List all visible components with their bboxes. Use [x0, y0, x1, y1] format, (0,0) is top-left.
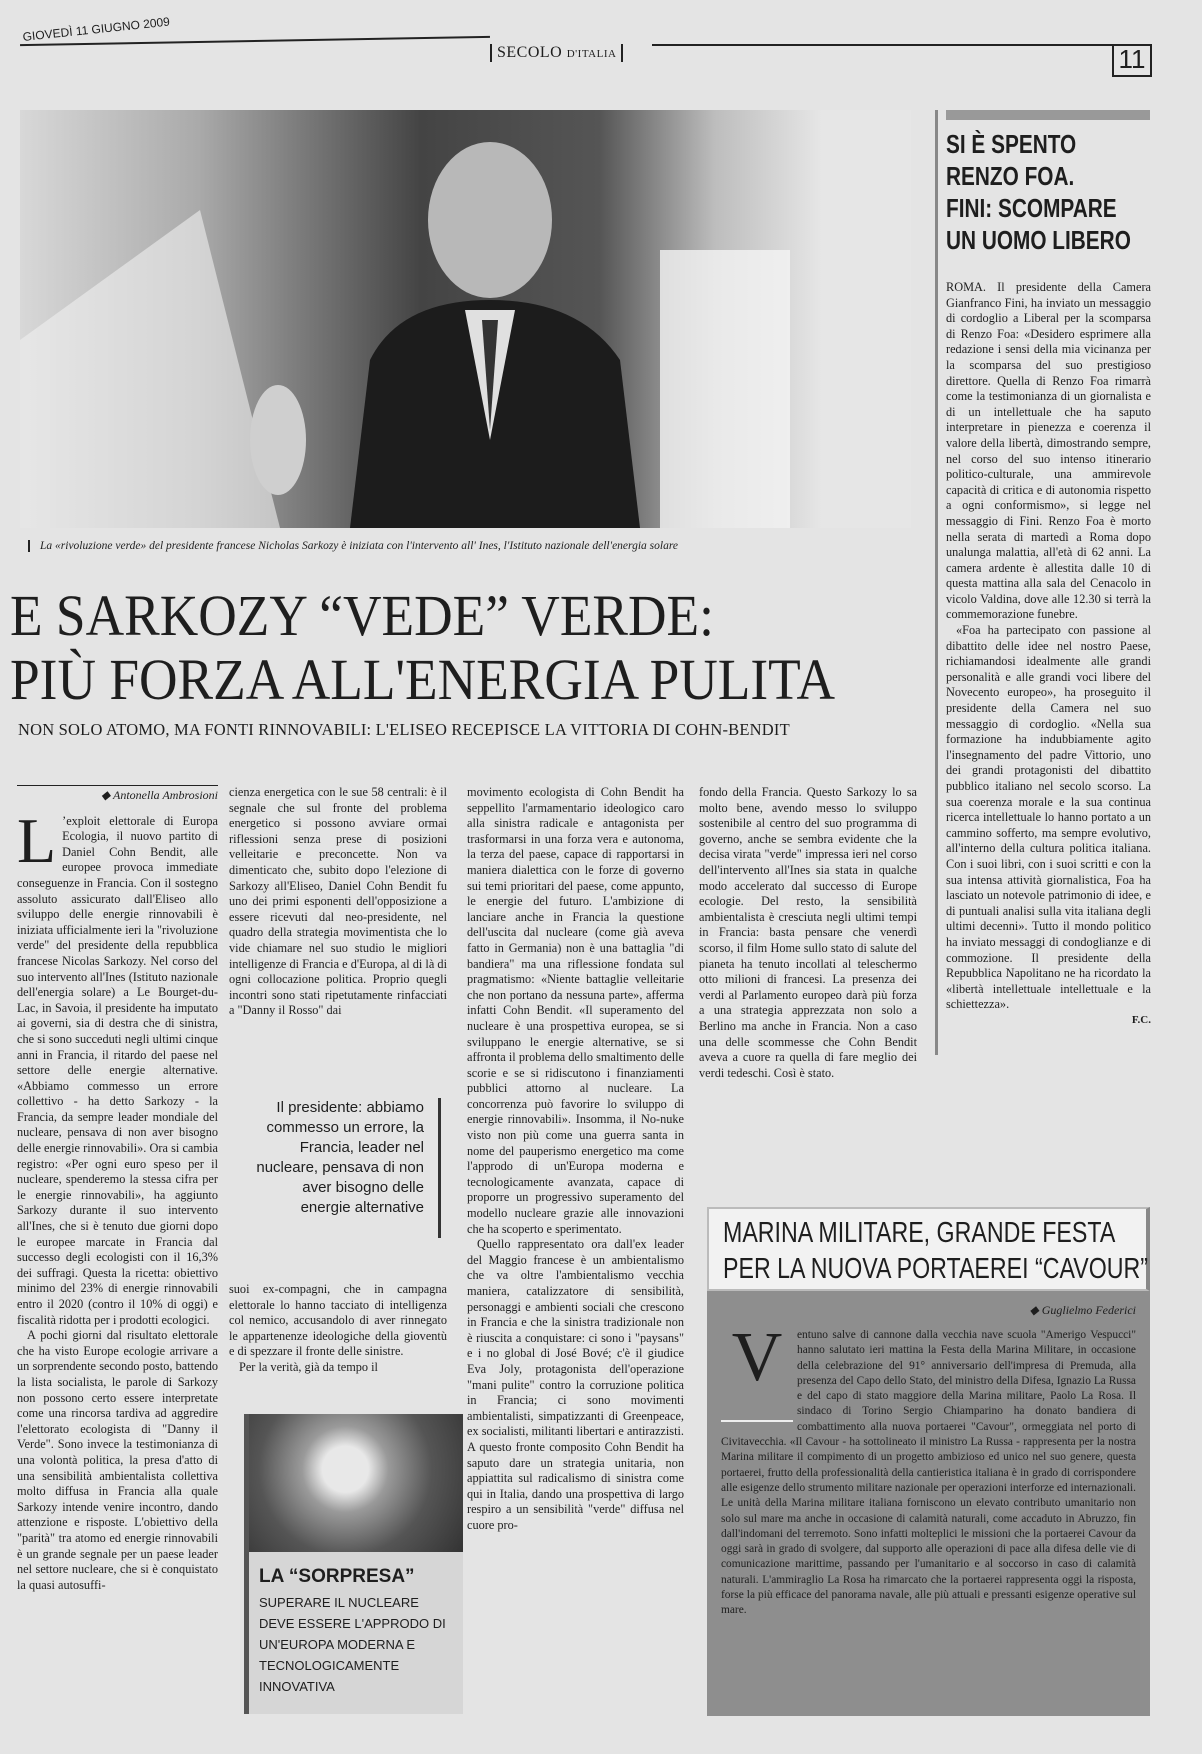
headline-line: MARINA MILITARE, GRANDE FESTA	[723, 1217, 1116, 1249]
article-column-3	[467, 785, 684, 1750]
article-column-1	[17, 785, 218, 1745]
drop-cap: L	[17, 804, 57, 876]
newspaper-name-main: SECOLO	[497, 44, 563, 61]
speaker-silhouette-icon	[20, 110, 911, 528]
newspaper-name-small: D'ITALIA	[566, 48, 617, 60]
headline-line: E SARKOZY “VEDE” VERDE:	[10, 583, 714, 648]
article-column-2-bottom	[229, 1282, 447, 1407]
renzo-foa-sidebar	[935, 110, 1150, 1055]
headline-line: UN UOMO LIBERO	[946, 225, 1131, 255]
headline-line: PER LA NUOVA PORTAEREI “CAVOUR”	[723, 1253, 1148, 1285]
paragraph: movimento ecologista di Cohn Bendit ha seppellito l'armamentario ideologico caro alla sinistra radicale e antagonista per trasformarsi in una forza vera e autonoma, la terza del paese, capace di rapportarsi in maniera dialettica con le forze di governo sui temi prioritari del paese, come appunto, le energie del futuro. L'ambizione di lanciare anche in Francia la questione dell'uscita dal nucleare (come già aveva fatto in Germania) non è una battaglia "di bandiera" ma una riflessione fondata sul pragmatismo: «Niente battaglie velleitarie che non portano da nessuna parte», afferma infatti Cohn Bendit. «Il superamento del nucleare è una prospettiva europea, se si sviluppano le energie alternative, se si affronta il problema dello smaltimento delle scorie e se si ridiscutono i finanziamenti pubblici attorno al nucleare. La concorrenza può favorire lo sviluppo di energie rinnovabili». Insomma, il No-nuke visto non più come una guerra santa in nome del pauperismo energetico ma come l'approdo di un'Europa moderna e tecnologicamente avanzata, capace di proporre un progressivo superamento del modello nucleare grazie alle innovazioni che ha scoperto e sperimentato.	[467, 785, 684, 1236]
marina-headline	[707, 1207, 1150, 1291]
paragraph: fondo della Francia. Questo Sarkozy lo sa molto bene, avendo messo lo sviluppo sostenibile al centro del suo programma di governo, anche se sembra evidente che la decisa virata "verde" impressa ieri nel corso dell'intervento all'Ines sia stata in qualche modo accelerato dal successo di Europe ecologie. Del resto, la sensibilità ambientalista è cresciuta negli ultimi tempi in Francia: basta pensare che venerdì scorso, il film Home sullo stato di salute del pianeta ha tenuto incollati al teleschermo otto milioni di francesi. La presenza dei verdi al Parlamento europeo darà più forza a una strategia apprezzata non solo a Berlino ma anche in Francia. Non a caso una delle scommesse che Cohn Bendit aveva a cuore ra quella di fare meglio dei verdi tedeschi. Così è stato.	[699, 785, 917, 1080]
headline-line: RENZO FOA.	[946, 161, 1075, 191]
article-column-2-top	[229, 785, 447, 1090]
paragraph: ROMA. Il presidente della Camera Gianfranco Fini, ha inviato un messaggio di cordoglio a Liberal per la scomparsa di Renzo Foa: «Desidero esprimere alla redazione i sensi della mia vicinanza per la scomparsa del suo prestigioso direttore. Quella di Renzo Foa rimarrà come la testimonianza di un giornalista e di un intellettuale che ha saputo interpretare in pienezza e coerenza il valore della libertà, dimostrando sempre, nel corso del suo intenso itinerario politico-culturale, una ammirevole capacità di critica e di autonomia rispetto a ogni conformismo», si legge nel messaggio di Fini. Renzo Foa è morto nella serata di martedì a Roma dopo unalunga malattia, all'età di 62 anni. La camera ardente è allestita dalle 10 di questa mattina alla sala del Cenacolo in vicolo Valdina, dove alle 12.30 si terrà la commemorazione funebre.	[946, 280, 1151, 622]
paragraph: cienza energetica con le sue 58 centrali: è il segnale che sul fronte del problema energetico si possono avviare ormai riflessioni senza prese di posizioni velleitarie e preconcette. Non va dimenticato che, subito dopo l'elezione di Sarkozy all'Eliseo, Daniel Cohn Bendit fu uno dei primi esponenti dell'opposizione a essere ricevuti dal neo-presidente, nel quadro della strategia movimentista che lo vide chiamare nel suo studio le migliori intelligenze di Francia e d'Europa, al di là di ogni collocazione politica. Proprio quegli incontri sono stati ripetutamente rinfacciati a "Danny il Rosso" dai	[229, 785, 447, 1018]
headline-line: FINI: SCOMPARE	[946, 193, 1117, 223]
marina-text: entuno salve di cannone dalla vecchia nave scuola "Amerigo Vespucci" hanno salutato ieri mattina la Festa della Marina Militare, in occasione della celebrazione del 91° anniversario dell'impresa di Premuda, alla presenza del Capo dello Stato, del ministro della Difesa, Ignazio La Russa e del capo di stato maggiore della Marina militare, Paolo La Rosa. Il sindaco di Torino Sergio Chiamparino ha donato bandiera di combattimento alla nuova portaerei "Cavour", ormeggiata nel porto di Civitavecchia. «Il Cavour - ha sottolineato il ministro La Russa - rappresenta per la nostra Marina militare il compimento di un progetto ambizioso ed unico nel suo genere, questa portaerei, frutto della professionalità della cantieristica italiana è in grado di corrispondere alle esigenze dello strumento militare nazionale per operazioni interforze ed internazionali. Le unità della Marina militare italiana forniscono un elevato contributo umanitario non solo sul mare ma anche in occasione di calamità naturali, come accaduto in Abruzzo, fin dall'indomani del terremoto. Sono infatti molteplici le missioni che la portaerei Cavour da oggi sarà in grado di svolgere, dal supporto alle operazioni di pace alla difesa delle vie di comunicazione marittime, passando per l'umanitario e al soccorso in caso di calamità naturali. L'ammiraglio La Rosa ha rimarcato che la portaerei rappresenta oggi la risposta, forse la più efficace del panorama navale, alle più attuali e pressanti esigenze operative sul mare.	[721, 1329, 1136, 1617]
paragraph: suoi ex-compagni, che in campagna elettorale lo hanno tacciato di intelligenza col nemico, accusandolo di aver rinnegato le appartenenze ideologiche della gioventù e di spezzare il fronte delle sinistre.	[229, 1282, 447, 1359]
sidebar-top-bar	[946, 110, 1150, 120]
headline-line: SI È SPENTO	[946, 129, 1077, 159]
paragraph: «Foa ha partecipato con passione al dibattito delle idee nel nostro Paese, richiamandosi idealmente alle grandi personalità e alle grandi voci libere del Novecento europeo», ha proseguito il presidente della Camera nel suo messaggio di cordoglio. «Nella sua formazione ha indubbiamente agito l'insegnamento del padre Vittorio, uno dei grandi protagonisti del dibattito pubblico italiano nel secolo scorso. La sua coerenza morale e la sua continua ricerca intellettuale lo hanno portato a un cammino sofferto, ma sempre evolutivo, all'interno della cultura politica italiana. Con i suoi libri, con i suoi scritti e con la sua intensa attività giornalistica, Foa ha lasciato un notevole patrimonio di idee, e di puntuali analisi sulla vita italiana degli ultimi decenni». Tutto il mondo politico ha inviato messaggi di condoglianze e di commozione. Il presidente della Repubblica Napolitano ne ha ricordato la «libertà intellettuale intellettuale e la schiettezza».	[946, 623, 1151, 1012]
marina-body	[707, 1291, 1150, 1716]
drop-cap: V	[721, 1328, 793, 1422]
paragraph: A pochi giorni dal risultato elettorale che ha visto Europe ecologie arrivare a un sorprendente secondo posto, battendo la lista socialista, le parole di Sarkozy non possono certo essere interpretate come una rincorsa tardiva ad aggredire l'elettorato ecologista di "Danny il Verde". Sono invece la testimonianza di una volontà politica, la presa d'atto di una sensibilità ambientalista collettiva molto diffusa in Francia alla quale Sarkozy intende venire incontro, dando attenzione e risposte. L'obiettivo della "parità" tra atomo ed energie rinnovabili è un grande segnale per un paese leader nel settore nucleare, che si è conquistato la quasi autosuffi-	[17, 1328, 218, 1592]
article-column-4	[699, 785, 917, 1180]
page-number: 11	[1112, 44, 1152, 77]
sarkozy-photo	[20, 110, 911, 528]
header-rule-left	[20, 36, 490, 46]
marina-byline: ◆ Guglielmo Federici	[1029, 1303, 1136, 1317]
sorpresa-text: SUPERARE IL NUCLEARE DEVE ESSERE L'APPRODO DI UN'EUROPA MODERNA E TECNOLOGICAMENTE INNOVATIVA	[259, 1595, 446, 1694]
paragraph: ’exploit elettorale di Europa Ecologia, il nuovo partito di Daniel Cohn Bendit, alle europee provoca immediate conseguenze in Francia. Con il sostegno assoluto assicurato dall'Eliseo allo sviluppo delle energie rinnovabili è iniziata ufficialmente ieri la "rivoluzione verde" del presidente della repubblica francese Nicolas Sarkozy. Nel corso del suo intervento all'Ines (Istituto nazionale dell'energia solare) a Le Bourget-du-Lac, in Savoia, il presidente ha imputato ai governi, sia di destra che di sinistra, che si sono succeduti negli ultimi cinque anni in Francia, il ritardo del paese nel settore delle energie alternative. «Abbiamo commesso un errore collettivo - ha detto Sarkozy - la Francia, da sempre leader mondiale del nucleare, pensava di non aver bisogno delle energie rinnovabili». Ora si cambia registro: «Per ogni euro speso per il nucleare, spenderemo la stessa cifra per le energie rinnovabili», ha aggiunto Sarkozy durante il suo intervento all'Ines, che si è tenuto due giorni dopo le europee marcate in Francia dal successo degli ecologisti con il 16,3% dei suffragi. Questa la ricetta: obiettivo minimo del 23% di energie rinnovabili entro il 2020 (contro il 10% di oggi) e fiscalità ridotta per i prodotti ecologici.	[17, 813, 218, 1327]
photo-caption: La «rivoluzione verde» del presidente francese Nicholas Sarkozy è iniziata con l'intervento all' Ines, l'Istituto nazionale dell'energia solare	[28, 540, 920, 552]
sorpresa-title: LA “SORPRESA”	[259, 1566, 415, 1587]
byline-author: Guglielmo Federici	[1041, 1303, 1136, 1317]
sorpresa-box	[244, 1414, 463, 1714]
sidebar-headline	[946, 128, 1150, 256]
sidebar-body	[946, 280, 1151, 1029]
marina-militare-article	[707, 1207, 1150, 1722]
article-headline	[10, 584, 920, 712]
header-rule-right	[652, 44, 1150, 46]
cohn-bendit-photo	[249, 1414, 463, 1552]
sidebar-signature: F.C.	[1131, 1013, 1151, 1026]
headline-line: PIÙ FORZA ALL'ENERGIA PULITA	[10, 647, 836, 712]
paragraph: Per la verità, già da tempo il	[239, 1359, 378, 1374]
paragraph: Quello rappresentato ora dall'ex leader del Maggio francese è un ambientalismo che va oltre l'ambientalismo vecchia maniera, catalizzatore di sensibilità, personaggi e ambienti sociali che crescono in Francia e che la sinistra tradizionale non è riuscita a conquistare: ci sono i "paysans" e i no global di José Bové; c'è il giudice Eva Joly, protagonista dell'operazione "mani pulite" contro la corruzione politica in Francia; ci sono movimenti ambientalisti, simpatizzanti di Greenpeace, ex socialisti, militanti libertari e antirazzisti. A questo fronte composito Cohn Bendit ha saputo dare un strategia unitaria, non appiattita sul radicalismo di sinistra come qui in Italia, dando una prospettiva di largo respiro a un sensibilità "verde" diffusa nel cuore pro-	[467, 1237, 684, 1532]
issue-date: GIOVEDÌ 11 GIUGNO 2009	[22, 14, 171, 44]
article-byline: ◆ Antonella Ambrosioni	[17, 785, 218, 804]
article-subhead: NON SOLO ATOMO, MA FONTI RINNOVABILI: L'ELISEO RECEPISCE LA VITTORIA DI COHN-BENDIT	[18, 720, 790, 739]
newspaper-name	[490, 44, 623, 62]
byline-author: Antonella Ambrosioni	[113, 788, 218, 802]
pull-quote: Il presidente: abbiamo commesso un errore, la Francia, leader nel nucleare, pensava di non aver bisogno delle energie alternative	[251, 1098, 441, 1238]
